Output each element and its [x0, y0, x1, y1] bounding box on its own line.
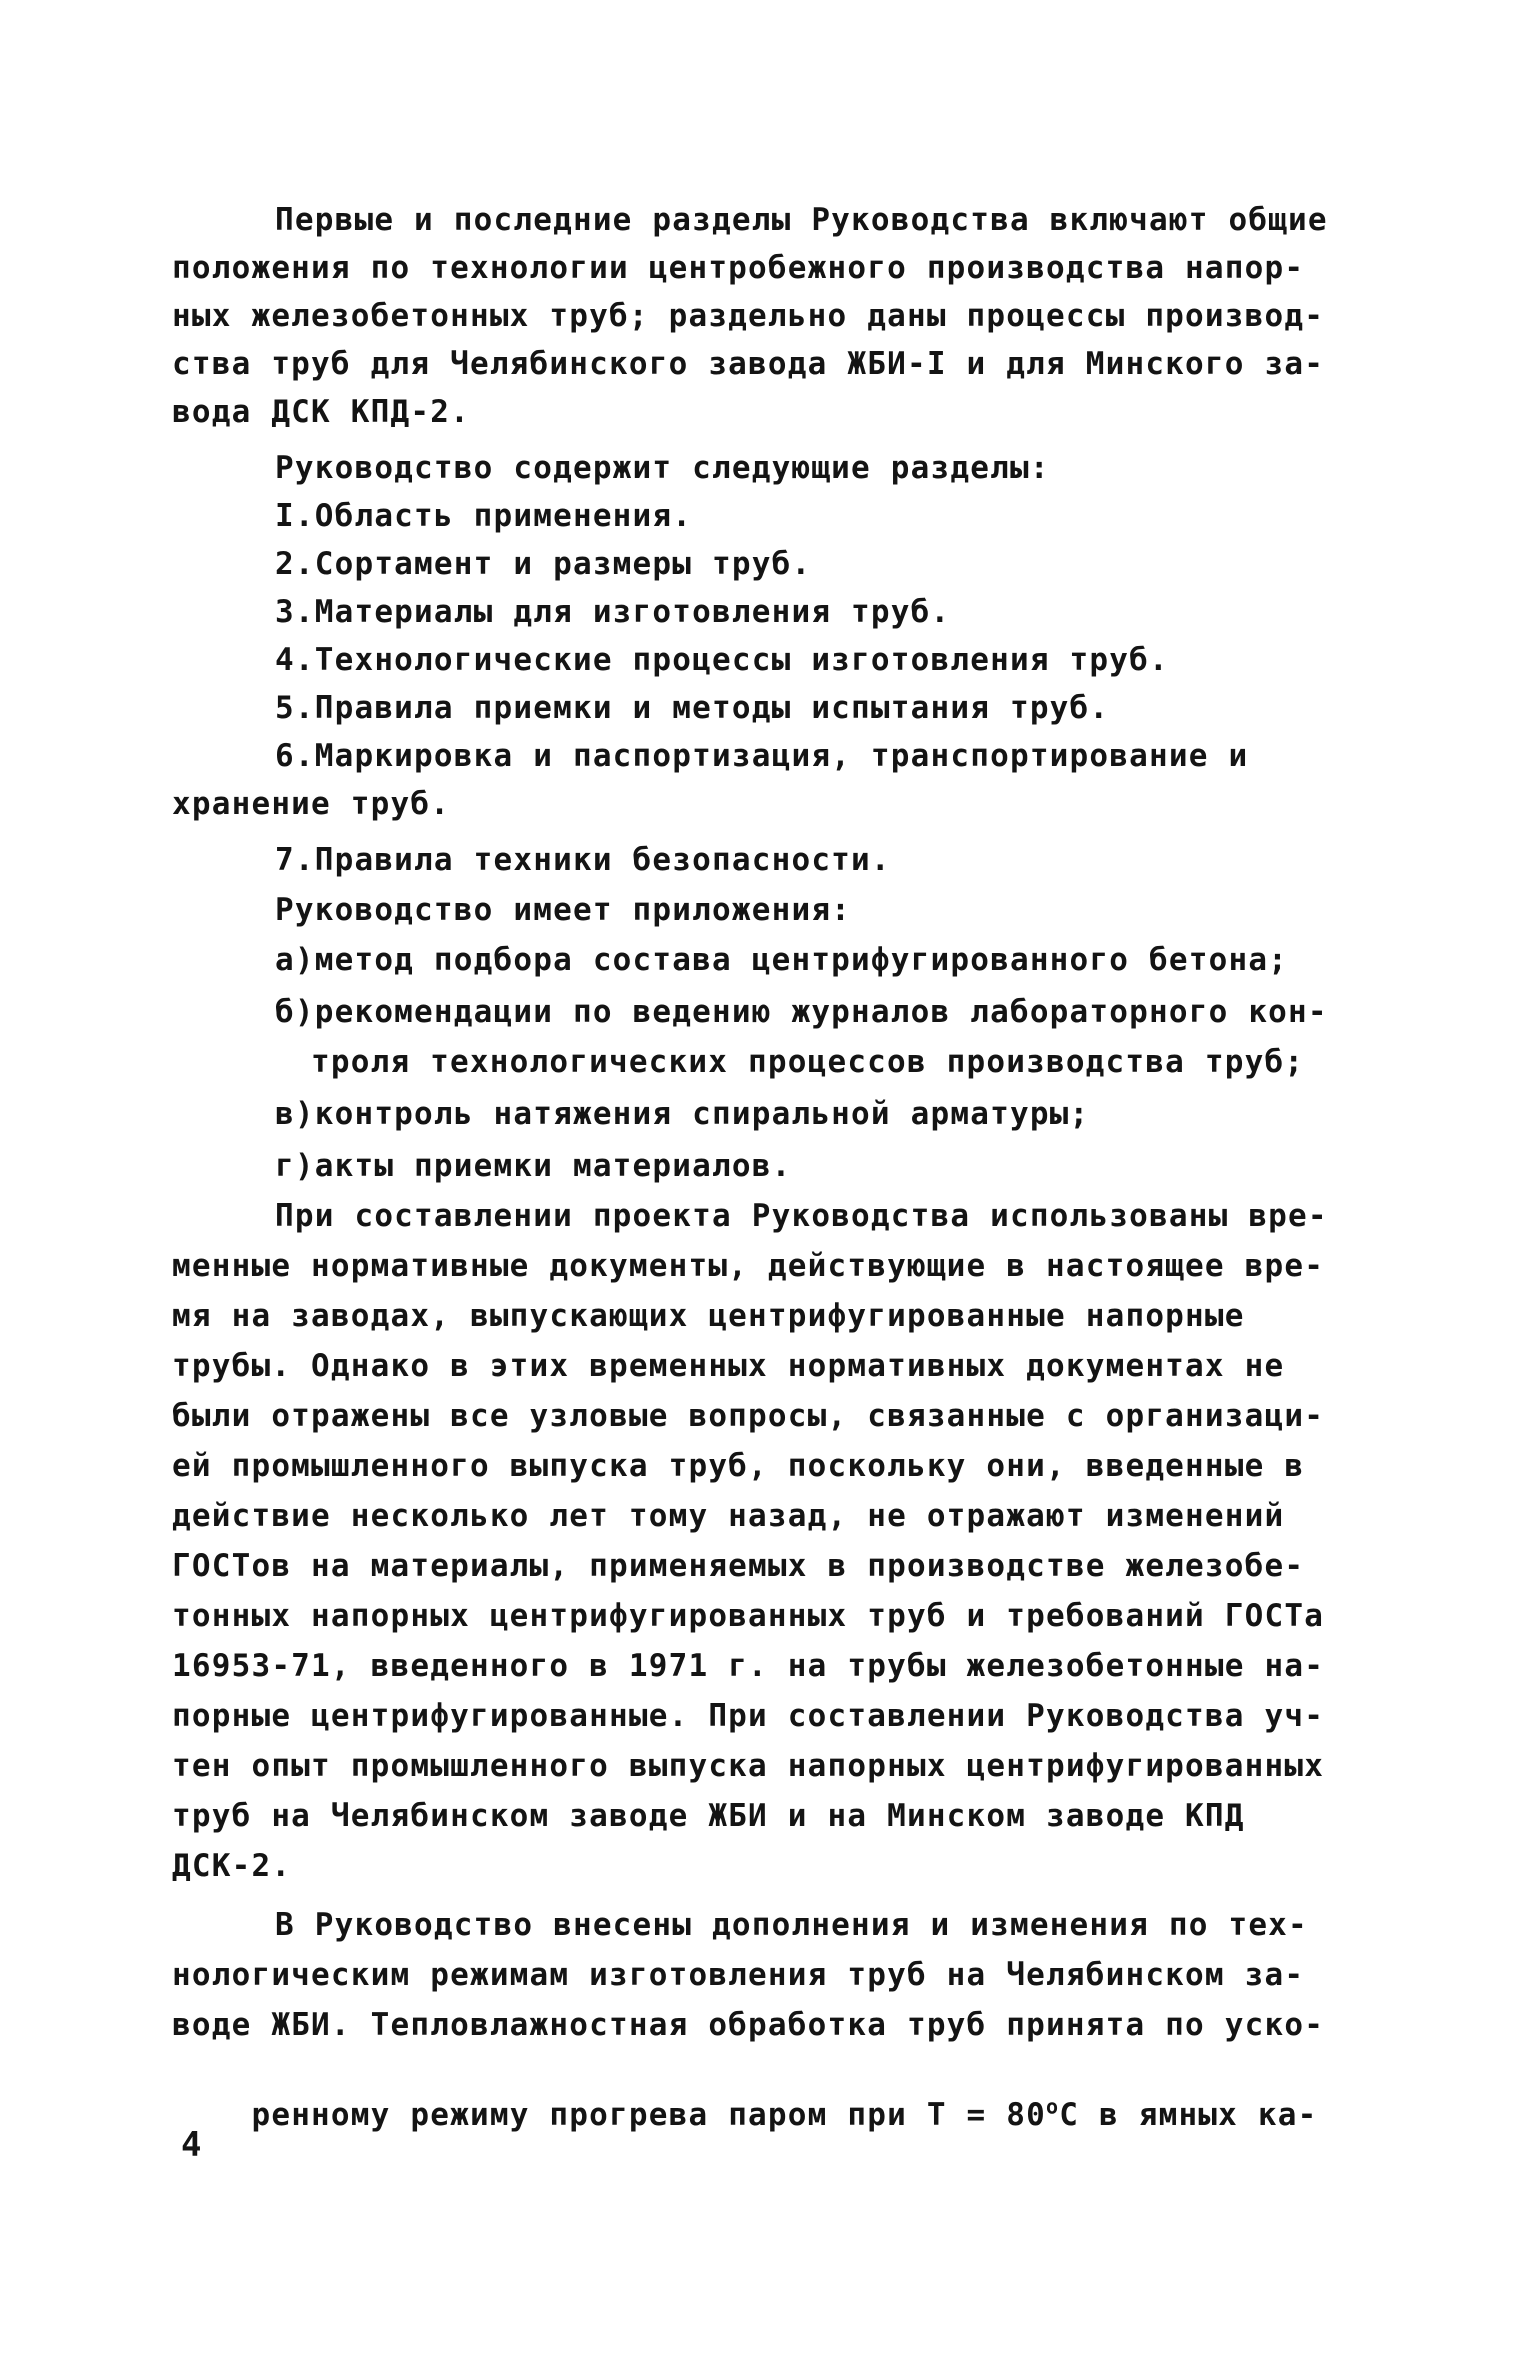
paragraph-3-line: нологическим режимам изготовления труб на Челябинском за- — [172, 1957, 1305, 1993]
paragraph-2-line: были отражены все узловые вопросы, связанные с организаци- — [172, 1398, 1325, 1434]
appendix-item: г)акты приемки материалов. — [275, 1148, 792, 1184]
paragraph-3-line: воде ЖБИ. Тепловлажностная обработка труб принята по уско- — [172, 2007, 1325, 2043]
appendix-item: б)рекомендации по ведению журналов лабораторного кон- — [275, 994, 1328, 1030]
section-item: 6.Маркировка и паспортизация, транспортирование и — [275, 738, 1249, 774]
paragraph-2-line: действие несколько лет тому назад, не отражают изменений — [172, 1498, 1285, 1534]
temperature-text: ренному режиму прогрева паром при Т = 80 — [251, 2097, 1047, 2133]
section-item: 7.Правила техники безопасности. — [275, 842, 891, 878]
paragraph-2-line: тен опыт промышленного выпуска напорных центрифугированных — [172, 1748, 1325, 1784]
paragraph-1-line-1: Первые и последние разделы Руководства включают общие — [275, 202, 1328, 238]
section-item: 4.Технологические процессы изготовления труб. — [275, 642, 1169, 678]
paragraph-2-line: При составлении проекта Руководства использованы вре- — [275, 1198, 1328, 1234]
paragraph-2-line: менные нормативные документы, действующие в настоящее вре- — [172, 1248, 1325, 1284]
sections-intro: Руководство содержит следующие разделы: — [275, 450, 1050, 486]
paragraph-2-line: 16953-71, введенного в 1971 г. на трубы железобетонные на- — [172, 1648, 1325, 1684]
paragraph-2-line: мя на заводах, выпускающих центрифугированные напорные — [172, 1298, 1245, 1334]
degree-superscript: о — [1046, 2094, 1060, 2119]
paragraph-1-line-2: положения по технологии центробежного производства напор- — [172, 250, 1305, 286]
page-number: 4 — [181, 2125, 202, 2165]
paragraph-2-line: ДСК-2. — [172, 1848, 292, 1884]
paragraph-2-line: трубы. Однако в этих временных нормативных документах не — [172, 1348, 1285, 1384]
section-item-continuation: хранение труб. — [172, 786, 451, 822]
appendix-intro: Руководство имеет приложения: — [275, 892, 852, 928]
section-item: 2.Сортамент и размеры труб. — [275, 546, 812, 582]
paragraph-1-line-3: ных железобетонных труб; раздельно даны процессы производ- — [172, 298, 1325, 334]
section-item: 3.Материалы для изготовления труб. — [275, 594, 951, 630]
paragraph-3-line — [172, 2055, 1318, 2175]
paragraph-2-line: тонных напорных центрифугированных труб и требований ГОСТа — [172, 1598, 1325, 1634]
paragraph-1-line-4: ства труб для Челябинского завода ЖБИ-I и для Минского за- — [172, 346, 1325, 382]
appendix-item: а)метод подбора состава центрифугированного бетона; — [275, 942, 1289, 978]
appendix-item-continuation: троля технологических процессов производства труб; — [311, 1044, 1305, 1080]
paragraph-2-line: порные центрифугированные. При составлении Руководства уч- — [172, 1698, 1325, 1734]
paragraph-1-line-5: вода ДСК КПД-2. — [172, 394, 470, 430]
paragraph-3-line: В Руководство внесены дополнения и изменения по тех- — [275, 1907, 1308, 1943]
temperature-unit-text: С в ямных ка- — [1059, 2097, 1318, 2133]
section-item: I.Область применения. — [275, 498, 693, 534]
appendix-item: в)контроль натяжения спиральной арматуры; — [275, 1096, 1090, 1132]
paragraph-2-line: ГОСТов на материалы, применяемых в производстве железобе- — [172, 1548, 1305, 1584]
section-item: 5.Правила приемки и методы испытания труб. — [275, 690, 1110, 726]
paragraph-2-line: труб на Челябинском заводе ЖБИ и на Минском заводе КПД — [172, 1798, 1245, 1834]
paragraph-2-line: ей промышленного выпуска труб, поскольку они, введенные в — [172, 1448, 1305, 1484]
